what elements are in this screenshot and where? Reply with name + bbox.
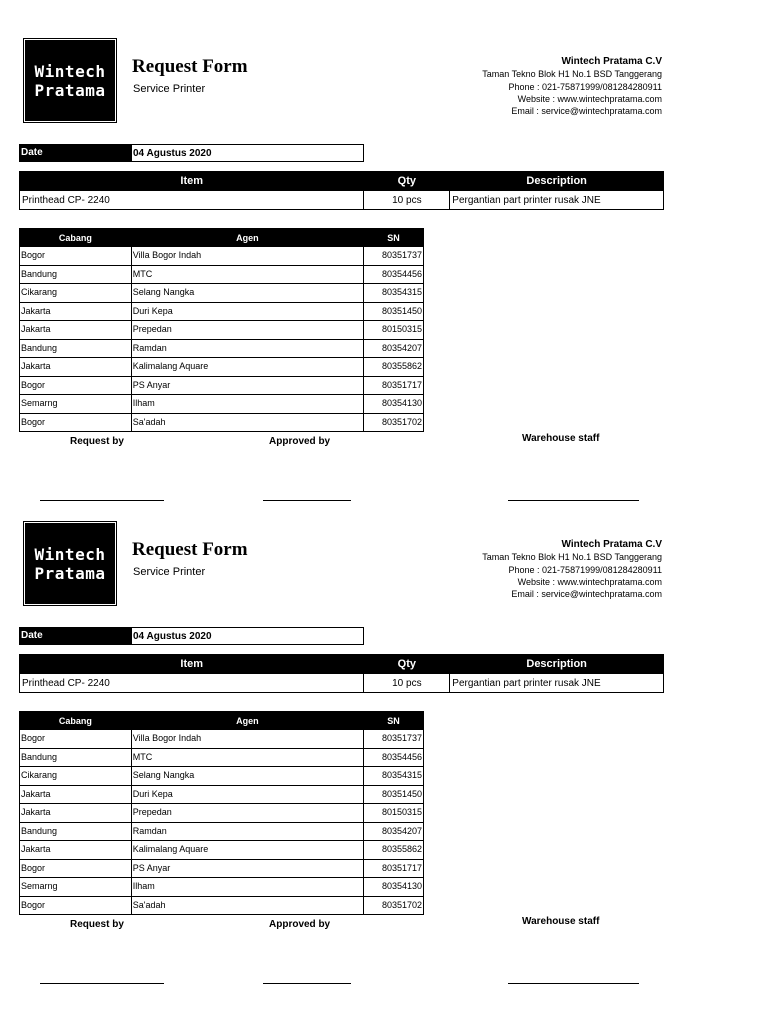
sn-cell: 80354456: [364, 265, 424, 284]
branch-row: [20, 395, 424, 414]
description-header: Description: [450, 172, 664, 191]
sn-cell: 80351717: [364, 859, 424, 878]
company-email: Email : service@wintechpratama.com: [511, 589, 662, 600]
item-table: [19, 654, 664, 693]
cabang-cell: Bogor: [20, 376, 132, 395]
agen-cell: Ilham: [131, 878, 363, 897]
form-subtitle: Service Printer: [133, 566, 206, 578]
sn-cell: 80351450: [364, 302, 424, 321]
item-cell: Printhead CP- 2240: [20, 191, 364, 210]
form-title: Request Form: [132, 539, 248, 560]
agen-cell: Prepedan: [131, 321, 363, 340]
cabang-cell: Bogor: [20, 730, 132, 749]
warehouse-staff-label: Warehouse staff: [522, 916, 600, 927]
date-row: [19, 144, 364, 162]
cabang-cell: Bandung: [20, 339, 132, 358]
agen-cell: Ilham: [131, 395, 363, 414]
sn-header: SN: [364, 229, 424, 247]
sn-cell: 80351450: [364, 785, 424, 804]
branch-row: [20, 896, 424, 915]
cabang-cell: Bandung: [20, 748, 132, 767]
cabang-cell: Bandung: [20, 822, 132, 841]
cabang-cell: Jakarta: [20, 321, 132, 340]
logo-line-2: Pratama: [34, 563, 106, 583]
branch-table: [19, 711, 424, 915]
agen-cell: Kalimalang Aquare: [131, 841, 363, 860]
company-website: Website : www.wintechpratama.com: [517, 576, 662, 587]
logo-line-1: Wintech: [34, 61, 106, 81]
cabang-cell: Cikarang: [20, 284, 132, 303]
date-label: Date: [20, 628, 132, 644]
branch-row: [20, 785, 424, 804]
sn-header: SN: [364, 712, 424, 730]
agen-cell: Ramdan: [131, 339, 363, 358]
request-form-1: [0, 0, 768, 483]
cabang-cell: Bogor: [20, 413, 132, 432]
company-name: Wintech Pratama C.V: [561, 539, 662, 550]
agen-cell: Kalimalang Aquare: [131, 358, 363, 377]
qty-cell: 10 pcs: [364, 674, 450, 693]
sn-cell: 80355862: [364, 358, 424, 377]
company-name: Wintech Pratama C.V: [561, 56, 662, 67]
description-header: Description: [450, 655, 664, 674]
cabang-cell: Semarng: [20, 878, 132, 897]
request-by-label: Request by: [70, 919, 124, 930]
branch-table-header: [20, 229, 424, 247]
date-value: 04 Agustus 2020: [133, 631, 212, 642]
qty-header: Qty: [364, 655, 450, 674]
branch-row: [20, 748, 424, 767]
company-address: Taman Tekno Blok H1 No.1 BSD Tanggerang: [482, 69, 662, 80]
cabang-cell: Bandung: [20, 265, 132, 284]
cabang-cell: Jakarta: [20, 785, 132, 804]
item-header: Item: [20, 655, 364, 674]
branch-row: [20, 730, 424, 749]
item-table-header: [20, 172, 664, 191]
branch-row: [20, 376, 424, 395]
cabang-cell: Semarng: [20, 395, 132, 414]
cabang-cell: Bogor: [20, 896, 132, 915]
description-cell: Pergantian part printer rusak JNE: [450, 191, 664, 210]
agen-cell: Ramdan: [131, 822, 363, 841]
cabang-cell: Jakarta: [20, 358, 132, 377]
company-logo: [25, 523, 115, 604]
date-row: [19, 627, 364, 645]
approved-by-signature-line: [263, 983, 351, 984]
cabang-cell: Cikarang: [20, 767, 132, 786]
branch-row: [20, 767, 424, 786]
sn-cell: 80351702: [364, 413, 424, 432]
agen-cell: Duri Kepa: [131, 302, 363, 321]
sn-cell: 80354207: [364, 822, 424, 841]
cabang-cell: Bogor: [20, 859, 132, 878]
branch-row: [20, 878, 424, 897]
warehouse-staff-label: Warehouse staff: [522, 433, 600, 444]
sn-cell: 80354130: [364, 395, 424, 414]
agen-cell: Sa'adah: [131, 896, 363, 915]
warehouse-signature-line: [508, 983, 639, 984]
item-table: [19, 171, 664, 210]
branch-row: [20, 284, 424, 303]
cabang-cell: Jakarta: [20, 302, 132, 321]
approved-by-label: Approved by: [269, 919, 331, 930]
company-website: Website : www.wintechpratama.com: [517, 93, 662, 104]
qty-header: Qty: [364, 172, 450, 191]
logo-line-2: Pratama: [34, 80, 106, 100]
sn-cell: 80355862: [364, 841, 424, 860]
cabang-header: Cabang: [20, 712, 132, 730]
form-subtitle: Service Printer: [133, 83, 206, 95]
sn-cell: 80351737: [364, 247, 424, 266]
agen-header: Agen: [131, 229, 363, 247]
company-info: [482, 56, 662, 117]
branch-row: [20, 358, 424, 377]
request-by-signature-line: [40, 983, 164, 984]
sn-cell: 80354315: [364, 284, 424, 303]
item-header: Item: [20, 172, 364, 191]
agen-cell: Prepedan: [131, 804, 363, 823]
agen-cell: Selang Nangka: [131, 284, 363, 303]
cabang-cell: Jakarta: [20, 804, 132, 823]
agen-cell: Villa Bogor Indah: [131, 730, 363, 749]
branch-row: [20, 247, 424, 266]
branch-row: [20, 413, 424, 432]
approved-by-label: Approved by: [269, 436, 331, 447]
branch-row: [20, 859, 424, 878]
agen-header: Agen: [131, 712, 363, 730]
qty-cell: 10 pcs: [364, 191, 450, 210]
item-row: [20, 191, 664, 210]
logo-line-1: Wintech: [34, 544, 106, 564]
agen-cell: Selang Nangka: [131, 767, 363, 786]
agen-cell: MTC: [131, 265, 363, 284]
agen-cell: PS Anyar: [131, 859, 363, 878]
agen-cell: Villa Bogor Indah: [131, 247, 363, 266]
branch-table-header: [20, 712, 424, 730]
agen-cell: Sa'adah: [131, 413, 363, 432]
company-phone: Phone : 021-75871999/081284280911: [508, 81, 662, 92]
agen-cell: MTC: [131, 748, 363, 767]
sn-cell: 80351737: [364, 730, 424, 749]
sn-cell: 80354315: [364, 767, 424, 786]
branch-table: [19, 228, 424, 432]
company-info: [482, 539, 662, 600]
sn-cell: 80351717: [364, 376, 424, 395]
sn-cell: 80354207: [364, 339, 424, 358]
description-cell: Pergantian part printer rusak JNE: [450, 674, 664, 693]
branch-row: [20, 265, 424, 284]
item-row: [20, 674, 664, 693]
sn-cell: 80354456: [364, 748, 424, 767]
sn-cell: 80150315: [364, 321, 424, 340]
date-label: Date: [20, 145, 132, 161]
agen-cell: PS Anyar: [131, 376, 363, 395]
company-address: Taman Tekno Blok H1 No.1 BSD Tanggerang: [482, 552, 662, 563]
branch-row: [20, 302, 424, 321]
request-by-label: Request by: [70, 436, 124, 447]
date-value: 04 Agustus 2020: [133, 148, 212, 159]
sn-cell: 80354130: [364, 878, 424, 897]
cabang-cell: Jakarta: [20, 841, 132, 860]
company-phone: Phone : 021-75871999/081284280911: [508, 564, 662, 575]
agen-cell: Duri Kepa: [131, 785, 363, 804]
form-title: Request Form: [132, 56, 248, 77]
branch-row: [20, 822, 424, 841]
sn-cell: 80150315: [364, 804, 424, 823]
sn-cell: 80351702: [364, 896, 424, 915]
company-logo: [25, 40, 115, 121]
branch-row: [20, 339, 424, 358]
branch-row: [20, 841, 424, 860]
cabang-header: Cabang: [20, 229, 132, 247]
item-cell: Printhead CP- 2240: [20, 674, 364, 693]
cabang-cell: Bogor: [20, 247, 132, 266]
branch-row: [20, 804, 424, 823]
company-email: Email : service@wintechpratama.com: [511, 106, 662, 117]
request-form-2: [0, 483, 768, 966]
item-table-header: [20, 655, 664, 674]
branch-row: [20, 321, 424, 340]
